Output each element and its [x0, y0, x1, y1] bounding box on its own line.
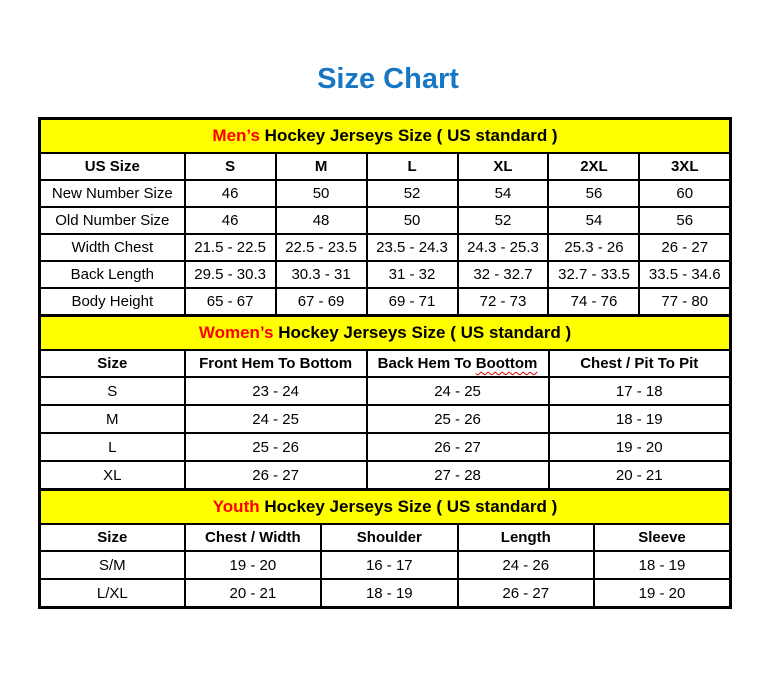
mens-band-row: [40, 119, 731, 154]
size-value: 30.3 - 31: [276, 261, 367, 288]
mens-size-table: [38, 117, 732, 317]
youth-size-table: [38, 488, 732, 609]
youth-header-row: [40, 524, 731, 551]
size-value: 77 - 80: [639, 288, 730, 316]
size-value: 56: [639, 207, 730, 234]
column-header: L: [367, 153, 458, 180]
youth-section-highlight: Youth: [212, 497, 260, 516]
table-row: [40, 234, 731, 261]
size-value: 65 - 67: [185, 288, 276, 316]
size-value: 18 - 19: [594, 551, 730, 579]
mens-section-highlight: Men’s: [212, 126, 260, 145]
row-label: Width Chest: [40, 234, 185, 261]
size-value: 26 - 27: [367, 433, 549, 461]
size-value: 22.5 - 23.5: [276, 234, 367, 261]
row-label: L: [40, 433, 185, 461]
row-label: Old Number Size: [40, 207, 185, 234]
size-value: 52: [367, 180, 458, 207]
column-header: Shoulder: [321, 524, 457, 551]
womens-size-table: [38, 314, 732, 491]
column-header: XL: [458, 153, 549, 180]
size-value: 69 - 71: [367, 288, 458, 316]
table-row: [40, 377, 731, 405]
column-header: [367, 350, 549, 377]
misspelled-word: Boottom: [475, 355, 538, 372]
mens-section-title-text: Hockey Jerseys Size ( US standard ): [259, 126, 558, 145]
table-row: [40, 207, 731, 234]
size-value: 18 - 19: [321, 579, 457, 608]
size-value: 48: [276, 207, 367, 234]
column-header: Chest / Width: [185, 524, 321, 551]
column-header: M: [276, 153, 367, 180]
size-value: 24 - 25: [185, 405, 367, 433]
table-row: [40, 405, 731, 433]
womens-band-row: [40, 316, 731, 351]
page-title: Size Chart: [317, 63, 459, 95]
size-value: 52: [458, 207, 549, 234]
mens-section-header: [40, 119, 731, 154]
size-value: 25 - 26: [367, 405, 549, 433]
column-header: Chest / Pit To Pit: [549, 350, 731, 377]
womens-section-title-text: Hockey Jerseys Size ( US standard ): [273, 323, 572, 342]
youth-section-header: [40, 490, 731, 525]
row-label: S: [40, 377, 185, 405]
table-row: [40, 180, 731, 207]
row-label: M: [40, 405, 185, 433]
size-value: 54: [458, 180, 549, 207]
size-value: 67 - 69: [276, 288, 367, 316]
womens-section-highlight: Women’s: [198, 323, 274, 342]
table-row: [40, 433, 731, 461]
size-value: 26 - 27: [639, 234, 730, 261]
column-header: S: [185, 153, 276, 180]
column-header: Front Hem To Bottom: [185, 350, 367, 377]
column-header: Length: [458, 524, 594, 551]
size-value: 19 - 20: [185, 551, 321, 579]
row-label: L/XL: [40, 579, 185, 608]
column-header: 2XL: [548, 153, 639, 180]
column-header: Size: [40, 350, 185, 377]
size-value: 24 - 25: [367, 377, 549, 405]
row-label: Body Height: [40, 288, 185, 316]
size-value: 24 - 26: [458, 551, 594, 579]
size-value: 27 - 28: [367, 461, 549, 490]
size-value: 46: [185, 207, 276, 234]
size-value: 18 - 19: [549, 405, 731, 433]
table-row: [40, 288, 731, 316]
column-header: Sleeve: [594, 524, 730, 551]
table-row: [40, 551, 731, 579]
mens-header-row: [40, 153, 731, 180]
size-value: 31 - 32: [367, 261, 458, 288]
column-header: US Size: [40, 153, 185, 180]
size-value: 26 - 27: [458, 579, 594, 608]
size-value: 56: [548, 180, 639, 207]
size-value: 29.5 - 30.3: [185, 261, 276, 288]
womens-section-header: [40, 316, 731, 351]
size-value: 17 - 18: [549, 377, 731, 405]
size-value: 32 - 32.7: [458, 261, 549, 288]
size-value: 33.5 - 34.6: [639, 261, 730, 288]
size-value: 21.5 - 22.5: [185, 234, 276, 261]
size-value: 50: [367, 207, 458, 234]
column-header-text: Back Hem To: [377, 355, 476, 372]
size-value: 19 - 20: [594, 579, 730, 608]
size-value: 23 - 24: [185, 377, 367, 405]
size-value: 74 - 76: [548, 288, 639, 316]
size-value: 25 - 26: [185, 433, 367, 461]
youth-band-row: [40, 490, 731, 525]
row-label: Back Length: [40, 261, 185, 288]
size-value: 16 - 17: [321, 551, 457, 579]
size-value: 19 - 20: [549, 433, 731, 461]
size-value: 26 - 27: [185, 461, 367, 490]
size-value: 25.3 - 26: [548, 234, 639, 261]
size-value: 20 - 21: [185, 579, 321, 608]
size-value: 60: [639, 180, 730, 207]
size-value: 24.3 - 25.3: [458, 234, 549, 261]
size-value: 32.7 - 33.5: [548, 261, 639, 288]
table-row: [40, 579, 731, 608]
row-label: S/M: [40, 551, 185, 579]
row-label: XL: [40, 461, 185, 490]
row-label: New Number Size: [40, 180, 185, 207]
size-chart: [38, 117, 732, 609]
size-value: 50: [276, 180, 367, 207]
column-header: Size: [40, 524, 185, 551]
size-value: 46: [185, 180, 276, 207]
table-row: [40, 461, 731, 490]
column-header: 3XL: [639, 153, 730, 180]
size-value: 20 - 21: [549, 461, 731, 490]
womens-header-row: [40, 350, 731, 377]
size-value: 54: [548, 207, 639, 234]
size-value: 23.5 - 24.3: [367, 234, 458, 261]
table-row: [40, 261, 731, 288]
size-value: 72 - 73: [458, 288, 549, 316]
youth-section-title-text: Hockey Jerseys Size ( US standard ): [259, 497, 558, 516]
